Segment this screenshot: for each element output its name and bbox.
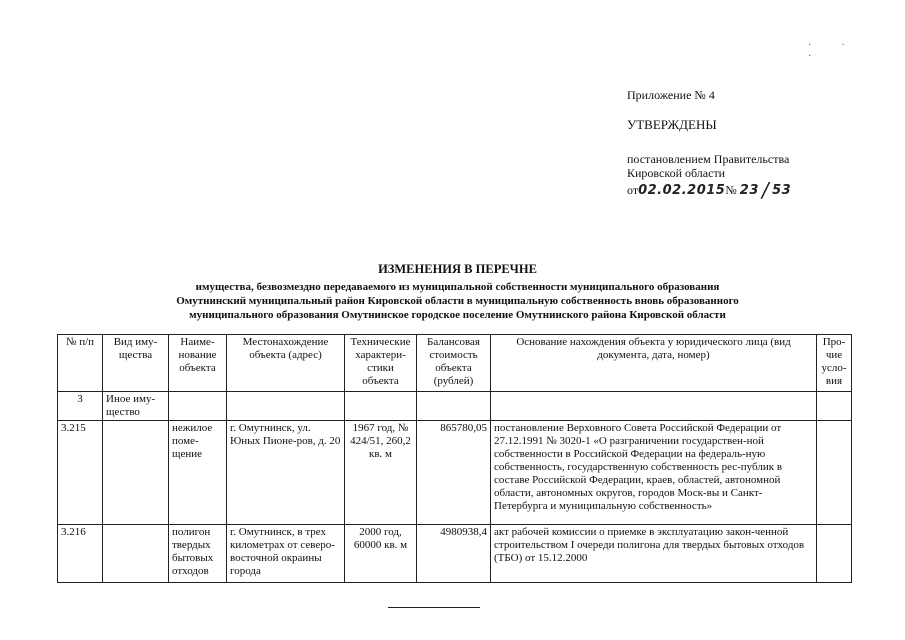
table-header-row <box>58 335 852 392</box>
decree-line-1: постановлением Правительства <box>627 152 790 166</box>
cell-num: 3.215 <box>58 421 103 525</box>
decree-date-number <box>627 178 887 202</box>
footer-rule <box>388 607 480 608</box>
title-heading: ИЗМЕНЕНИЯ В ПЕРЕЧНЕ <box>378 262 537 276</box>
cell-value <box>417 392 491 421</box>
cell-num: 3 <box>58 392 103 421</box>
handwritten-slash: / <box>761 178 770 202</box>
header-num: № п/п <box>58 335 103 392</box>
header-other: Про-чие усло-вия <box>817 335 852 392</box>
table-row <box>58 421 852 525</box>
cell-specs: 2000 год, 60000 кв. м <box>345 525 417 583</box>
cell-value: 4980938,4 <box>417 525 491 583</box>
handwritten-number: 23 <box>739 183 759 198</box>
cell-location: г. Омутнинск, ул. Юных Пионе-ров, д. 20 <box>227 421 345 525</box>
header-name: Наиме-нование объекта <box>169 335 227 392</box>
header-type: Вид иму-щества <box>103 335 169 392</box>
title-line-1: имущества, безвозмездно передаваемого из муниципальной собственности муниципального образования <box>195 281 720 293</box>
cell-basis <box>491 392 817 421</box>
scan-specks: ·· · <box>808 40 875 62</box>
approval-block <box>627 88 887 202</box>
cell-type <box>103 525 169 583</box>
cell-location: г. Омутнинск, в трех километрах от северо-восточной окраины города <box>227 525 345 583</box>
handwritten-number-suffix: 53 <box>772 183 792 198</box>
header-location: Местонахождение объекта (адрес) <box>227 335 345 392</box>
table-row <box>58 392 852 421</box>
cell-value: 865780,05 <box>417 421 491 525</box>
cell-num: 3.216 <box>58 525 103 583</box>
cell-basis: постановление Верховного Совета Российской Федерации от 27.12.1991 № 3020-1 «О разграничении государствен-ной собственности в Российской Федерации на федераль-ную собственность, государственную собственность рес-публик в составе Российской Федерации, краев, областей, автономной области, автономных округов, городов Моск-вы и Санкт-Петербурга и муниципальную собственность» <box>491 421 817 525</box>
cell-specs: 1967 год, № 424/51, 260,2 кв. м <box>345 421 417 525</box>
header-value: Балансовая стоимость объекта (рублей) <box>417 335 491 392</box>
number-label: № <box>725 183 737 197</box>
cell-other <box>817 392 852 421</box>
cell-type: Иное иму-щество <box>103 392 169 421</box>
document-title <box>60 262 855 322</box>
cell-other <box>817 421 852 525</box>
annex-label: Приложение № 4 <box>627 88 715 102</box>
table-row <box>58 525 852 583</box>
from-label: от <box>627 183 639 197</box>
property-table <box>57 334 852 583</box>
cell-name <box>169 392 227 421</box>
header-basis: Основание нахождения объекта у юридического лица (вид документа, дата, номер) <box>491 335 817 392</box>
approved-label: УТВЕРЖДЕНЫ <box>627 117 717 132</box>
cell-specs <box>345 392 417 421</box>
cell-type <box>103 421 169 525</box>
handwritten-date: 02.02.2015 <box>638 183 726 198</box>
title-line-2: Омутнинский муниципальный район Кировской области в муниципальную собственность вновь образованного <box>176 295 739 307</box>
cell-location <box>227 392 345 421</box>
title-line-3: муниципального образования Омутнинское городское поселение Омутнинского района Кировской области <box>189 309 726 321</box>
header-specs: Технические характери-стики объекта <box>345 335 417 392</box>
cell-name: полигон твердых бытовых отходов <box>169 525 227 583</box>
cell-basis: акт рабочей комиссии о приемке в эксплуатацию закон-ченной строительством I очереди полигона для твердых бытовых отходов (ТБО) от 15.12.2000 <box>491 525 817 583</box>
decree-line-2: Кировской области <box>627 166 726 180</box>
cell-name: нежилое поме-щение <box>169 421 227 525</box>
cell-other <box>817 525 852 583</box>
